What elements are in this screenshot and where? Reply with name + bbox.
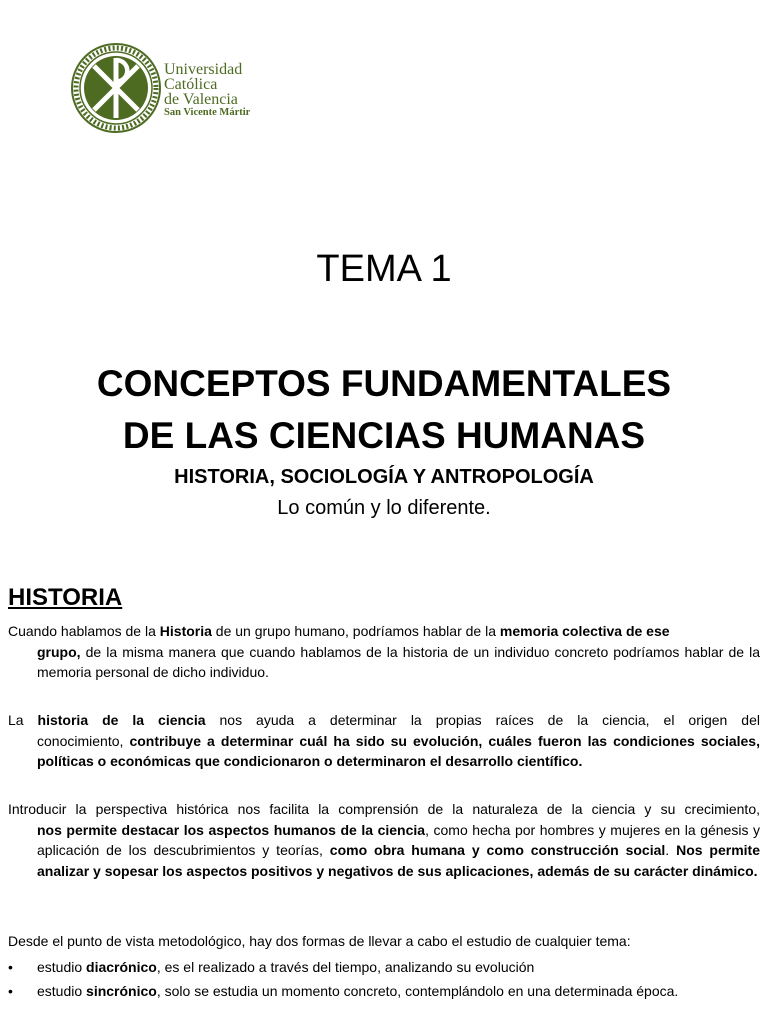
p3-bold-analizar: Nos permite analizar y sopesar los aspectos positivos y negativos de sus aplicaciones, además de su carácter dinámico.: [37, 842, 761, 879]
p2-bold-contribuye: contribuye a determinar cuál ha sido su evolución, cuáles fueron las condiciones sociales, políticas o económicas que condicionaron o determinaron el desarrollo científico.: [37, 732, 760, 769]
paragraph-1-line-1: [8, 621, 760, 642]
paragraph-2-line-1: [8, 710, 760, 731]
logo-line-3: de Valencia: [164, 91, 238, 108]
paragraph-4: Desde el punto de vista metodológico, hay dos formas de llevar a cabo el estudio de cualquier tema:: [8, 933, 631, 949]
list-item: [8, 979, 760, 1003]
p1-text-a: Cuando hablamos de la: [8, 623, 160, 639]
section-heading-historia: HISTORIA: [8, 584, 123, 611]
paragraph-1: [8, 621, 760, 683]
p1-bold-grupo: grupo,: [37, 643, 81, 660]
p2-text-c: nos ayuda a determinar la propias raíces de la ciencia, el origen del: [205, 712, 760, 728]
p2-bold-historia-ciencia: historia de la ciencia: [37, 712, 206, 728]
bullet-1-text-c: , es el realizado a través del tiempo, analizando su evolución: [156, 959, 535, 975]
logo-line-2: Católica: [164, 76, 218, 93]
paragraph-3-line-1: Introducir la perspectiva histórica nos facilita la comprensión de la naturaleza de la ciencia y su crecimiento,: [8, 801, 760, 817]
p3-text-c: , como hecha por hombres y mujeres en la génesis y aplicación de los descubrimientos y teorías,: [37, 821, 761, 858]
logo-line-4: San Vicente Mártir: [164, 107, 251, 118]
title-line-1: CONCEPTOS FUNDAMENTALES: [96, 363, 672, 404]
paragraph-3-rest: [8, 820, 760, 882]
paragraph-2-rest: [8, 731, 760, 772]
bullet-1-bold: diacrónico: [86, 959, 157, 975]
bullet-icon: •: [8, 959, 13, 975]
p1-bold-memoria: memoria colectiva de ese: [499, 623, 670, 639]
p3-bold-obra-humana: como obra humana y como construcción social: [329, 842, 666, 858]
tagline: Lo común y lo diferente.: [277, 497, 491, 519]
main-title: [0, 358, 768, 462]
university-seal-icon: [70, 42, 162, 134]
p1-bold-historia: Historia: [159, 623, 212, 639]
paragraph-1-rest: [8, 642, 760, 683]
paragraph-3: [8, 799, 760, 881]
paragraph-2: [8, 710, 760, 772]
bullet-2-text-c: , solo se estudia un momento concreto, contemplándolo en una determinada época.: [156, 983, 679, 999]
list-item: [8, 955, 760, 979]
bullet-2-bold: sincrónico: [86, 983, 157, 999]
subtitle: HISTORIA, SOCIOLOGÍA Y ANTROPOLOGÍA: [174, 466, 594, 488]
university-logo: [70, 42, 270, 134]
p3-text-e: .: [665, 842, 670, 858]
p1-text-c: de un grupo humano, podríamos hablar de la: [211, 623, 500, 639]
title-line-2: DE LAS CIENCIAS HUMANAS: [122, 415, 646, 456]
logo-line-1: Universidad: [164, 61, 243, 78]
bullet-2-text-a: estudio: [37, 983, 87, 999]
university-name: [164, 62, 250, 119]
p2-text-d: conocimiento,: [37, 732, 130, 749]
study-types-list: [8, 955, 760, 1003]
bullet-icon: •: [8, 983, 13, 999]
p2-text-a: La: [8, 712, 38, 728]
p3-bold-aspectos: nos permite destacar los aspectos humanos de la ciencia: [37, 821, 426, 838]
p1-text-f: de la misma manera que cuando hablamos de la historia de un individuo concreto podríamos hablar de la memoria personal de dicho individuo.: [37, 643, 760, 680]
bullet-1-text-a: estudio: [37, 959, 87, 975]
tema-heading: TEMA 1: [316, 248, 452, 290]
